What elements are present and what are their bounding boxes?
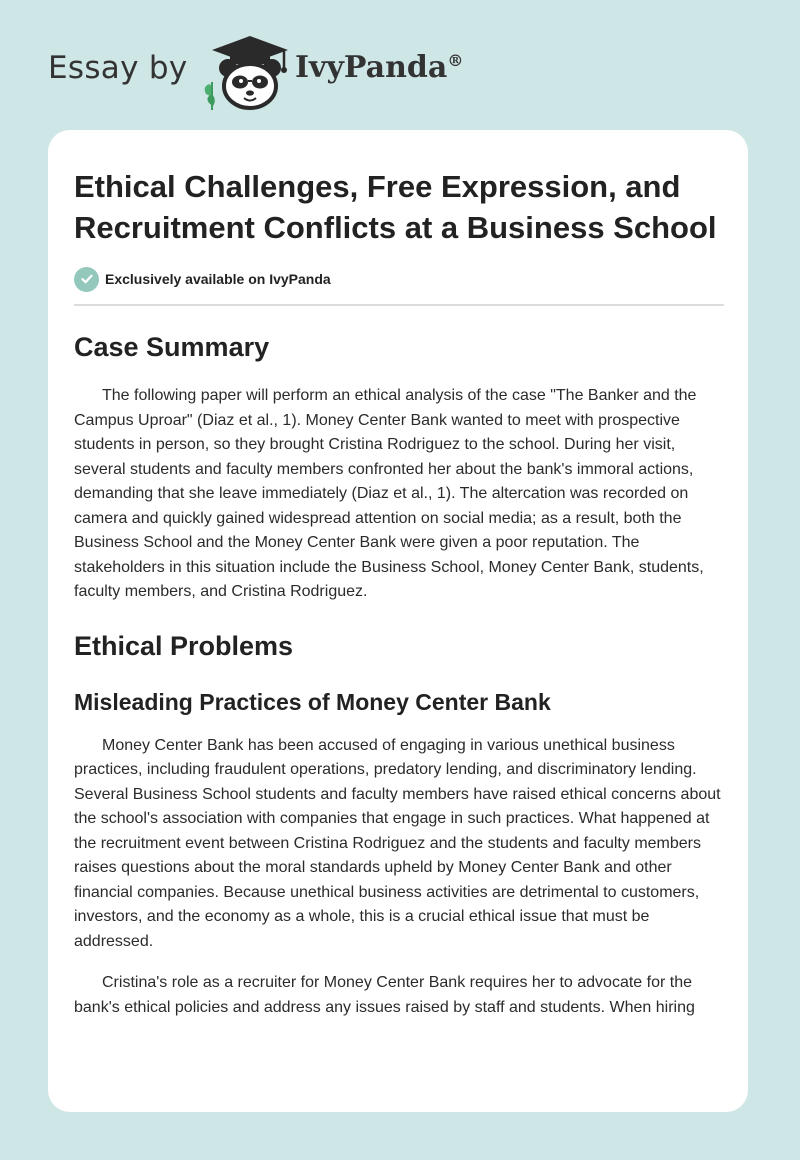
paragraph-misleading-practices-1: Money Center Bank has been accused of engaging in various unethical business practices, including fraudulent operations, predatory lending, and discriminatory lending. Several Business School students and faculty members have raised ethical concerns about the school's association with companies that engage in such practices. What happened at the recruitment event between Cristina Rodriguez and the students and faculty members raises questions about the moral standards upheld by Money Center Bank and other financial companies. Because unethical business activities are detrimental to customers, investors, and the economy as a whole, this is a crucial ethical issue that must be addressed.	[74, 736, 721, 950]
paragraph-misleading-practices-2: Cristina's role as a recruiter for Money Center Bank requires her to advocate for the bank's ethical policies and address any issues raised by staff and students. When hiring	[74, 974, 695, 1016]
subsection-heading-misleading-practices: Misleading Practices of Money Center Bank	[74, 688, 551, 715]
brand-name[interactable]: IvyPanda®	[295, 50, 464, 85]
essay-card	[48, 130, 748, 1112]
essay-content	[74, 166, 724, 1020]
essay-title: Ethical Challenges, Free Expression, and Recruitment Conflicts at a Business School	[74, 169, 717, 245]
brand-prefix: Essay by	[48, 50, 188, 86]
section-heading-ethical-problems: Ethical Problems	[74, 630, 294, 661]
section-heading-case-summary: Case Summary	[74, 332, 270, 362]
registered-mark: ®	[447, 51, 464, 70]
site-header	[0, 0, 800, 130]
badge-text: Exclusively available on IvyPanda	[105, 271, 331, 287]
panda-logo-icon[interactable]	[200, 34, 292, 110]
check-circle-icon	[74, 267, 99, 292]
paragraph-case-summary: The following paper will perform an ethical analysis of the case "The Banker and the Campus Uproar" (Diaz et al., 1). Money Center Bank wanted to meet with prospective students in person, so they brought Cristina Rodriguez to the school. During her visit, several students and faculty members confronted her about the bank's immoral actions, demanding that she leave immediately (Diaz et al., 1). The altercation was recorded on camera and quickly gained widespread attention on social media; as a result, both the Business School and the Money Center Bank were given a poor reputation. The stakeholders in this situation include the Business School, Money Center Bank, students, faculty members, and Cristina Rodriguez.	[74, 387, 704, 600]
exclusive-badge	[74, 266, 724, 292]
divider	[74, 304, 724, 306]
